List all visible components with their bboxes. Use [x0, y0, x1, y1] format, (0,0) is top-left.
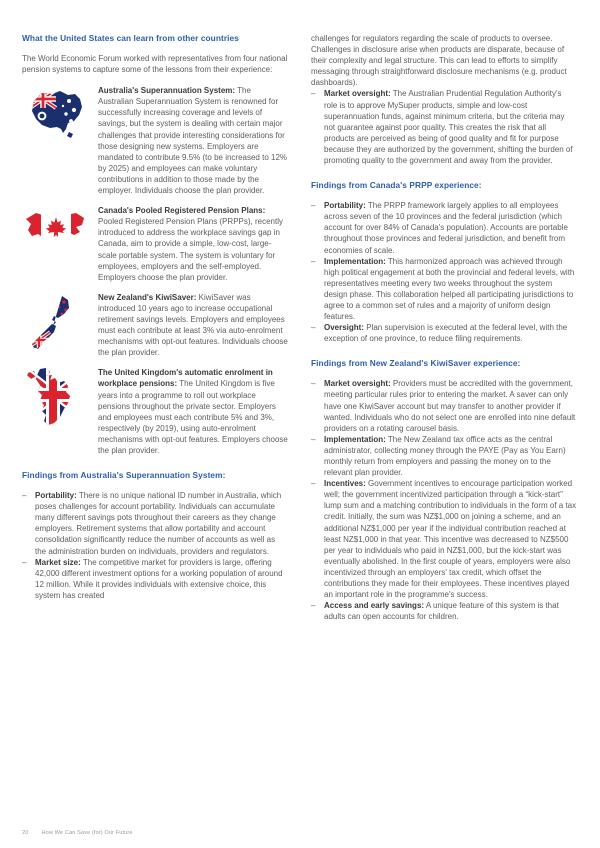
country-body-new-zealand: KiwiSaver was introduced 10 years ago to increase occupational retirement savings levels. Employers and employees must each contribute at least 3% via auto-enrolment mechanisms with opt-out features. Individuals choose the plan provider. [98, 292, 288, 358]
finding-label: Portability: [324, 201, 366, 211]
dash-bullet-icon: – [311, 434, 316, 444]
continuation-paragraph: challenges for regulators regarding the scale of products to oversee. Challenges in disclosure arise when products are disparate, because of their complexity and legal structure. This can lead to efforts to simplify messaging through straightforward disclosure mechanisms (e.g. product dashboards). [311, 34, 567, 88]
finding-label: Implementation: [324, 256, 386, 266]
right-column [311, 33, 577, 622]
finding-label: Portability: [35, 491, 77, 501]
list-item [311, 434, 577, 478]
finding-label: Access and early savings: [324, 601, 425, 611]
country-description-australia [98, 85, 288, 196]
canada-flag-map-icon [22, 205, 90, 267]
australia-flag-map-icon [22, 85, 90, 147]
finding-text: The New Zealand tax office acts as the central administrator, collecting money through the PAYE (Pay as You Earn) monthly return from employers and passing the money on to the relevant plan provider. [324, 434, 566, 478]
finding-label: Oversight: [324, 323, 365, 333]
finding-text: The competitive market for providers is large, offering 42,000 different investment options for a working population of around 12 million. While it provides individuals with extensive choice, this system has created [35, 557, 283, 600]
running-title: How We Can Save (for) Our Future [41, 830, 133, 836]
left-column [22, 33, 288, 622]
finding-label: Market oversight: [324, 379, 391, 389]
country-block-canada [22, 205, 288, 283]
dash-bullet-icon: – [311, 601, 316, 611]
country-body-canada: Pooled Registered Pension Plans (PRPPs), recently introduced to address the workplace savings gap in Canada, aim to provide a simple, low-cost, large-scale portable system. The system is voluntary for employees, employers and the self-employed. Employers choose the plan provider. [98, 217, 283, 282]
findings-heading-new-zealand: Findings from New Zealand's KiwiSaver experience: [311, 358, 521, 369]
country-block-australia [22, 85, 288, 196]
finding-label: Market size: [35, 557, 81, 567]
country-title-united-kingdom: The United Kingdom's automatic enrolment in workplace pensions: [98, 368, 273, 389]
intro-paragraph: The World Economic Forum worked with representatives from four national pension systems to capture some of the lessons from their experience: [22, 54, 288, 75]
page-footer [22, 830, 133, 836]
country-body-australia: The Australian Superannuation System is renowned for successfully increasing coverage and levels of savings, but the system is dealing with certain major challenges that provide interesting considerations for those designing new systems. Employers are mandated to contribute 9.5% (to be increased to 12% by 2025) and employees can make voluntary contributions in addition to those made by the employer. Individuals choose the plan provider. [98, 86, 288, 196]
dash-bullet-icon: – [311, 89, 316, 99]
dash-bullet-icon: – [311, 201, 316, 211]
united-kingdom-flag-map-icon [22, 367, 90, 429]
country-title-australia: Australia's Superannuation System: [98, 86, 236, 96]
list-item [22, 490, 288, 557]
findings-list-new-zealand [311, 378, 577, 622]
list-item [311, 322, 577, 344]
list-item [311, 200, 577, 255]
findings-list-australia-continued [311, 88, 577, 166]
country-description-united-kingdom [98, 367, 288, 456]
list-item [311, 600, 577, 622]
list-item [311, 256, 577, 323]
findings-list-canada [311, 200, 577, 344]
finding-text: Providers must be accredited with the government, meeting particular rules prior to entering the market. A saver can only have one KiwiSaver account but may transfer to another provider if wanted. Individuals who do not select one are enrolled into nine default providers on a rotating carousel basis. [324, 379, 576, 433]
list-item [311, 88, 577, 166]
country-title-canada: Canada's Pooled Registered Pension Plans: [98, 206, 266, 216]
finding-label: Incentives: [324, 479, 366, 489]
dash-bullet-icon: – [311, 379, 316, 389]
finding-text: Plan supervision is executed at the federal level, with the exception of one province, to reduce filing requirements. [324, 323, 568, 344]
finding-text: The PRPP framework largely applies to all employees across seven of the 10 provinces and the federal jurisdiction (which account for over 84% of Canada's population). Accounts are portable throughout those provinces and federal jurisdiction, and benefit from economies of scale. [324, 201, 568, 255]
dash-bullet-icon: – [22, 491, 27, 501]
country-block-new-zealand [22, 292, 288, 359]
finding-text: The Australian Prudential Regulation Authority's role is to approve MySuper products, simple and low-cost superannuation funds, against minimum criteria, but the criteria may not guarantee against poor quality. This creates the risk that all products are perceived as being of good quality and fit for purpose because they are authorized by the government, shifting the burden of promoting quality to the government and away from the provider. [324, 89, 573, 166]
country-body-united-kingdom: The United Kingdom is five years into a programme to roll out workplace pensions throughout the private sector. Employers and employees must each contribute 5% and 3%, respectively (by 2019), using auto-enrolment mechanisms with opt-out features. Employers choose the plan provider. [98, 379, 288, 455]
two-column-layout [22, 33, 578, 622]
findings-list-australia [22, 490, 288, 601]
findings-heading-australia: Findings from Australia's Superannuation System: [22, 470, 226, 481]
dash-bullet-icon: – [311, 323, 316, 333]
page-title: What the United States can learn from other countries [22, 33, 239, 43]
list-item [311, 478, 577, 600]
country-block-united-kingdom [22, 367, 288, 456]
finding-text: There is no unique national ID number in Australia, which poses challenges for account portability. Individuals can accumulate many different savings pots throughout their careers as they change employers. Retirement systems that allow portability and account consolidation significantly reduce the number of accounts as well as the administration burden on individuals, providers and regulators. [35, 491, 282, 556]
dash-bullet-icon: – [22, 557, 27, 567]
finding-text: A unique feature of this system is that adults can open accounts for children. [324, 601, 559, 622]
country-description-canada [98, 205, 288, 283]
finding-text: This harmonized approach was achieved through high political engagement at both the provincial and federal levels, with representatives meeting every two weeks throughout the system design phase. This collaboration helped all participating jurisdictions to agree to a common set of rules and a majority of uniform design features. [324, 256, 575, 322]
list-item [22, 557, 288, 601]
dash-bullet-icon: – [311, 256, 316, 266]
country-title-new-zealand: New Zealand's KiwiSaver: [98, 292, 197, 302]
list-item [311, 378, 577, 433]
finding-label: Implementation: [324, 434, 386, 444]
country-description-new-zealand [98, 292, 288, 359]
dash-bullet-icon: – [311, 479, 316, 489]
new-zealand-flag-map-icon [22, 292, 90, 354]
finding-label: Market oversight: [324, 89, 391, 99]
page-number: 20 [22, 830, 29, 836]
findings-heading-canada: Findings from Canada's PRPP experience: [311, 180, 482, 191]
finding-text: Government incentives to encourage participation worked well; the government incentivized participation through a “kick-start” lump sum and a matching contribution to individuals in the form of a tax credit. Initially, the sum was NZ$1,000 on joining a scheme, and an additional NZ$1,000 per year if the individual contribution reached at least NZ$1,000 in that year. This incentive was decreased to NZ$500 per year to individuals who paid in NZ$1,000, but the kick-start was eventually abolished. In the first couple of years, employers were also incentivized through an employers' tax credit, which offset the contributions they made for their employees. These incentives played an important role in the programme's success. [324, 479, 577, 600]
